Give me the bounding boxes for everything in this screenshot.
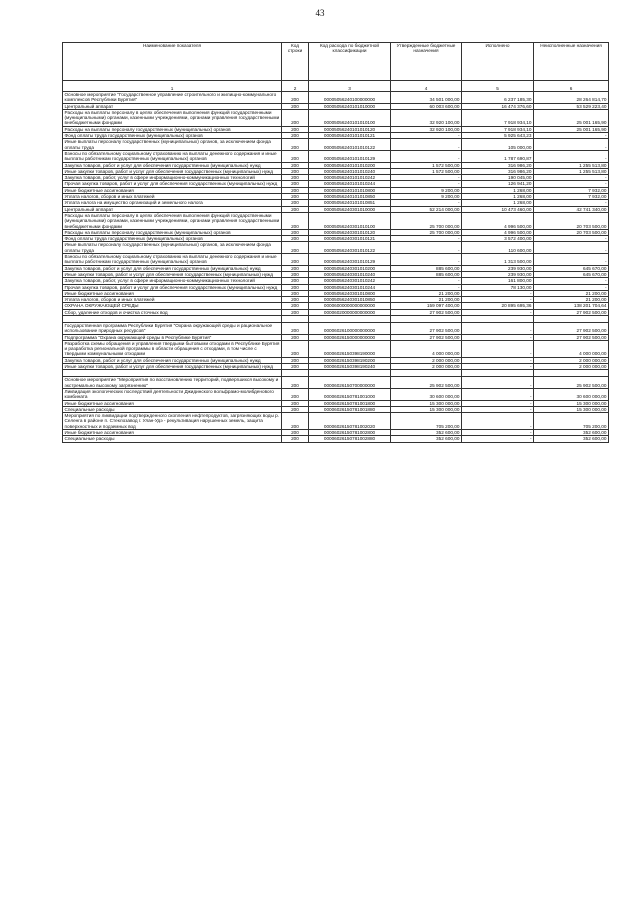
row-unexecuted: - xyxy=(534,254,609,266)
row-code: 200 xyxy=(282,150,309,162)
table-row xyxy=(63,388,609,400)
row-budget-code: 00005056240101010121 xyxy=(309,133,391,139)
row-name: Иные закупки товаров, работ и услуг для обеспечения государственных (муниципальных) нужд xyxy=(63,271,282,277)
row-executed: 1 313 500,00 xyxy=(462,254,534,266)
row-budget-code: 00005056240301010244 xyxy=(309,284,391,290)
row-approved: - xyxy=(391,236,462,242)
table-row xyxy=(63,271,609,277)
row-approved: - xyxy=(391,254,462,266)
row-unexecuted: 25 902 500,00 xyxy=(534,377,609,389)
row-name: Расходы на выплаты персоналу государственных (муниципальных) органов xyxy=(63,229,282,235)
row-code: 200 xyxy=(282,194,309,200)
row-approved: 159 097 400,00 xyxy=(391,303,462,309)
row-executed: 1 268,00 xyxy=(462,194,534,200)
row-unexecuted: 352 600,00 xyxy=(534,430,609,436)
row-executed: 1 268,00 xyxy=(462,200,534,206)
row-budget-code: 00005056240301010242 xyxy=(309,278,391,284)
spacer-cell xyxy=(462,315,534,322)
row-code: 200 xyxy=(282,236,309,242)
row-approved: 34 501 000,00 xyxy=(391,92,462,104)
row-unexecuted: 705 200,00 xyxy=(534,413,609,430)
row-approved: 885 600,00 xyxy=(391,271,462,277)
row-approved: 27 902 500,00 xyxy=(391,334,462,340)
row-approved: 21 200,00 xyxy=(391,297,462,303)
row-unexecuted: 2 000 000,00 xyxy=(534,364,609,370)
row-approved: - xyxy=(391,278,462,284)
row-unexecuted: 15 300 000,00 xyxy=(534,406,609,412)
row-unexecuted: 645 670,00 xyxy=(534,265,609,271)
table-row xyxy=(63,168,609,174)
row-code: 200 xyxy=(282,92,309,104)
table-row xyxy=(63,133,609,139)
row-name: Взносы по обязательному социальному страхованию на выплаты денежного содержания и иные выплаты работникам государственных (муниципальных) органов xyxy=(63,254,282,266)
row-code: 200 xyxy=(282,377,309,389)
row-executed: 316 986,20 xyxy=(462,162,534,168)
spacer-cell xyxy=(534,315,609,322)
row-budget-code: 00005056240101010851 xyxy=(309,200,391,206)
row-budget-code: 00006026150700000000 xyxy=(309,377,391,389)
row-name: Прочая закупка товаров, работ и услуг для обеспечения государственных (муниципальных) нужд xyxy=(63,284,282,290)
row-budget-code: 00005056240301010122 xyxy=(309,242,391,254)
table-row xyxy=(63,150,609,162)
table-row xyxy=(63,340,609,357)
row-unexecuted: 1 255 513,80 xyxy=(534,168,609,174)
row-approved: - xyxy=(391,175,462,181)
row-name: Иные выплаты персоналу государственных (муниципальных) органов, за исключением фонда оплаты труда xyxy=(63,139,282,151)
row-executed: - xyxy=(462,290,534,296)
row-approved: - xyxy=(391,200,462,206)
column-index: 1 xyxy=(63,81,282,92)
row-name: Иные бюджетные ассигнования xyxy=(63,400,282,406)
table-row xyxy=(63,126,609,132)
table-row xyxy=(63,254,609,266)
row-unexecuted: 27 902 500,00 xyxy=(534,334,609,340)
row-unexecuted: - xyxy=(534,236,609,242)
header-unexecuted-appropriations: Неисполненные назначения xyxy=(534,43,609,81)
row-name: ОХРАНА ОКРУЖАЮЩЕЙ СРЕДЫ xyxy=(63,303,282,309)
row-executed: 4 996 500,00 xyxy=(462,229,534,235)
row-approved: 2 000 000,00 xyxy=(391,364,462,370)
spacer-cell xyxy=(391,315,462,322)
row-approved: 60 003 600,00 xyxy=(391,103,462,109)
row-budget-code: 00005056240101010000 xyxy=(309,103,391,109)
column-index: 3 xyxy=(309,81,391,92)
row-budget-code: 00005056240301010240 xyxy=(309,271,391,277)
row-code: 200 xyxy=(282,413,309,430)
row-unexecuted: 25 001 165,90 xyxy=(534,126,609,132)
row-approved: 4 000 000,00 xyxy=(391,340,462,357)
row-executed: 190 045,00 xyxy=(462,175,534,181)
row-approved: 21 200,00 xyxy=(391,290,462,296)
row-executed: - xyxy=(462,388,534,400)
row-name: Взносы по обязательному социальному страхованию на выплаты денежного содержания и иные выплаты работникам государственных (муниципальных) органов xyxy=(63,150,282,162)
table-row xyxy=(63,413,609,430)
row-code: 200 xyxy=(282,290,309,296)
row-executed: 7 918 934,10 xyxy=(462,109,534,126)
row-unexecuted: - xyxy=(534,175,609,181)
row-code: 200 xyxy=(282,181,309,187)
row-executed: 239 930,00 xyxy=(462,271,534,277)
row-unexecuted: 42 741 340,00 xyxy=(534,206,609,212)
row-code: 200 xyxy=(282,187,309,193)
row-name: Иные бюджетные ассигнования xyxy=(63,430,282,436)
row-name: Фонд оплаты труда государственных (муниципальных) органов xyxy=(63,236,282,242)
row-budget-code: 00005056240301010800 xyxy=(309,290,391,296)
row-code: 200 xyxy=(282,139,309,151)
row-unexecuted: - xyxy=(534,133,609,139)
row-unexecuted: 27 902 500,00 xyxy=(534,309,609,315)
row-budget-code: 00005056240101010244 xyxy=(309,181,391,187)
row-code: 200 xyxy=(282,436,309,442)
spacer-cell xyxy=(282,370,309,377)
row-executed: - xyxy=(462,436,534,442)
row-code: 200 xyxy=(282,271,309,277)
row-approved: 27 902 500,00 xyxy=(391,309,462,315)
row-executed: 6 237 185,30 xyxy=(462,92,534,104)
spacer-cell xyxy=(63,315,282,322)
row-name: Уплата налогов, сборов и иных платежей xyxy=(63,297,282,303)
row-code: 200 xyxy=(282,254,309,266)
row-approved: 352 600,00 xyxy=(391,430,462,436)
row-approved: - xyxy=(391,150,462,162)
row-executed: 4 996 500,00 xyxy=(462,212,534,229)
row-unexecuted: 4 000 000,00 xyxy=(534,340,609,357)
row-approved: 1 572 500,00 xyxy=(391,168,462,174)
row-approved: 52 214 000,00 xyxy=(391,206,462,212)
table-row xyxy=(63,175,609,181)
row-approved: 27 902 500,00 xyxy=(391,322,462,334)
row-name: Иные бюджетные ассигнования xyxy=(63,187,282,193)
row-budget-code: 00005056240101010122 xyxy=(309,139,391,151)
row-code: 200 xyxy=(282,162,309,168)
row-code: 200 xyxy=(282,206,309,212)
row-name: Иные закупки товаров, работ и услуг для обеспечения государственных (муниципальных) нужд xyxy=(63,168,282,174)
row-unexecuted: 1 255 513,80 xyxy=(534,162,609,168)
row-code: 200 xyxy=(282,133,309,139)
row-code: 200 xyxy=(282,340,309,357)
header-approved-appropriations: Утвержденные бюджетные назначения xyxy=(391,43,462,81)
row-executed: 1 268,00 xyxy=(462,187,534,193)
row-unexecuted: 25 001 165,90 xyxy=(534,109,609,126)
row-budget-code: 00006026150781001880 xyxy=(309,406,391,412)
row-budget-code: 00006026150398190240 xyxy=(309,364,391,370)
row-budget-code: 00005056240101010129 xyxy=(309,150,391,162)
spacer-cell xyxy=(462,370,534,377)
row-budget-code: 00006000000000000000 xyxy=(309,303,391,309)
row-executed: - xyxy=(462,340,534,357)
row-budget-code: 00005056240100000000 xyxy=(309,92,391,104)
column-index: 5 xyxy=(462,81,534,92)
row-code: 200 xyxy=(282,278,309,284)
row-code: 200 xyxy=(282,400,309,406)
row-code: 200 xyxy=(282,242,309,254)
row-executed: 316 986,20 xyxy=(462,168,534,174)
row-budget-code: 00005056240101010800 xyxy=(309,187,391,193)
row-approved: 705 200,00 xyxy=(391,413,462,430)
row-name: Закупка товаров, работ, услуг в сфере информационно-коммуникационных технологий xyxy=(63,175,282,181)
row-approved: - xyxy=(391,133,462,139)
row-unexecuted: 21 200,00 xyxy=(534,290,609,296)
column-index: 2 xyxy=(282,81,309,92)
row-name: Расходы на выплаты персоналу в целях обеспечения выполнения функций государственными (муниципальными) органами, казенными учреждениями, органами управления государственными внебюджетными фондами xyxy=(63,109,282,126)
row-unexecuted: 20 703 500,00 xyxy=(534,212,609,229)
row-approved: 25 902 500,00 xyxy=(391,377,462,389)
row-name: Разработка схемы обращения и управления твердыми бытовыми отходами в Республике Бурятия и разработка региональной программы в области обращения с отходами, в том числе с твердыми коммунальными отходами xyxy=(63,340,282,357)
row-approved: 885 600,00 xyxy=(391,265,462,271)
row-executed: - xyxy=(462,430,534,436)
row-executed: 126 941,20 xyxy=(462,181,534,187)
page-number: 43 xyxy=(315,8,325,18)
table-row xyxy=(63,377,609,389)
row-approved: 32 920 100,00 xyxy=(391,126,462,132)
row-code: 200 xyxy=(282,229,309,235)
row-approved: 25 700 000,00 xyxy=(391,212,462,229)
row-executed: 5 925 643,23 xyxy=(462,133,534,139)
row-name: Закупка товаров, работ, услуг в сфере информационно-коммуникационных технологий xyxy=(63,278,282,284)
row-approved: 30 600 000,00 xyxy=(391,388,462,400)
row-approved: 32 920 100,00 xyxy=(391,109,462,126)
table-row xyxy=(63,212,609,229)
row-executed: - xyxy=(462,309,534,315)
row-name: Государственная программа Республики Бурятия "Охрана окружающей среды и рациональное использование природных ресурсов" xyxy=(63,322,282,334)
row-name: Ликвидация экологических последствий деятельности Джидинского вольфрамо-молибденового комбината xyxy=(63,388,282,400)
row-executed: - xyxy=(462,334,534,340)
row-name: Уплата налога на имущество организаций и земельного налога xyxy=(63,200,282,206)
row-budget-code: 00005056240101010240 xyxy=(309,168,391,174)
row-unexecuted: 20 703 500,00 xyxy=(534,229,609,235)
row-unexecuted: 28 264 814,70 xyxy=(534,92,609,104)
row-approved: - xyxy=(391,242,462,254)
row-unexecuted: 7 932,00 xyxy=(534,194,609,200)
row-budget-code: 00005056240101010850 xyxy=(309,194,391,200)
row-executed: 239 930,00 xyxy=(462,265,534,271)
row-code: 200 xyxy=(282,357,309,363)
row-executed: - xyxy=(462,297,534,303)
row-budget-code: 00006026150781002880 xyxy=(309,436,391,442)
row-unexecuted: - xyxy=(534,139,609,151)
row-budget-code: 00005056240101010100 xyxy=(309,109,391,126)
table-row xyxy=(63,162,609,168)
table-body xyxy=(63,92,609,443)
row-unexecuted: 645 670,00 xyxy=(534,271,609,277)
row-name: Уплата налогов, сборов и иных платежей xyxy=(63,194,282,200)
row-unexecuted: 138 201 704,64 xyxy=(534,303,609,309)
row-name: Специальные расходы xyxy=(63,436,282,442)
row-name: Иные закупки товаров, работ и услуг для обеспечения государственных (муниципальных) нужд xyxy=(63,364,282,370)
row-unexecuted: - xyxy=(534,278,609,284)
row-code: 200 xyxy=(282,265,309,271)
row-budget-code: 00005056240301010850 xyxy=(309,297,391,303)
row-approved: 1 572 500,00 xyxy=(391,162,462,168)
row-approved: - xyxy=(391,139,462,151)
row-budget-code: 00006026150781002020 xyxy=(309,413,391,430)
row-unexecuted: - xyxy=(534,181,609,187)
row-approved: 15 300 000,00 xyxy=(391,400,462,406)
row-executed: 16 474 376,60 xyxy=(462,103,534,109)
row-code: 200 xyxy=(282,388,309,400)
table-row xyxy=(63,109,609,126)
row-unexecuted: 30 600 000,00 xyxy=(534,388,609,400)
row-budget-code: 00006020000000000000 xyxy=(309,309,391,315)
header-executed: Исполнено xyxy=(462,43,534,81)
row-code: 200 xyxy=(282,168,309,174)
row-unexecuted: 27 902 500,00 xyxy=(534,322,609,334)
row-budget-code: 00005056240301010121 xyxy=(309,236,391,242)
table-row xyxy=(63,194,609,200)
row-budget-code: 00005056240101010120 xyxy=(309,126,391,132)
row-executed: 3 572 400,00 xyxy=(462,236,534,242)
row-unexecuted: 2 000 000,00 xyxy=(534,357,609,363)
spacer-cell xyxy=(282,315,309,322)
row-unexecuted: 352 600,00 xyxy=(534,436,609,442)
row-name: Закупка товаров, работ и услуг для обеспечения государственных (муниципальных) нужд xyxy=(63,162,282,168)
row-name: Основное мероприятие "Государственное управление строительного и жилищно-коммунального комплексов Республики Бурятия" xyxy=(63,92,282,104)
row-executed: - xyxy=(462,364,534,370)
row-approved: - xyxy=(391,284,462,290)
row-budget-code: 00005056240301010000 xyxy=(309,206,391,212)
row-budget-code: 00006026150781001000 xyxy=(309,388,391,400)
row-budget-code: 00005056240301010129 xyxy=(309,254,391,266)
row-name: Прочая закупка товаров, работ и услуг для обеспечения государственных (муниципальных) нужд xyxy=(63,181,282,187)
row-name: Расходы на выплаты персоналу в целях обеспечения выполнения функций государственными (муниципальными) органами, казенными учреждениями, органами управления государственными внебюджетными фондами xyxy=(63,212,282,229)
row-name: Основное мероприятие "Мероприятия по восстановлению территорий, подвергшихся высокому и экстремально высокому загрязнению" xyxy=(63,377,282,389)
row-unexecuted: 15 300 000,00 xyxy=(534,400,609,406)
header-row-code: Код строки xyxy=(282,43,309,81)
row-code: 200 xyxy=(282,200,309,206)
row-code: 200 xyxy=(282,297,309,303)
table-row xyxy=(63,322,609,334)
row-unexecuted: - xyxy=(534,242,609,254)
spacer-cell xyxy=(534,370,609,377)
spacer-cell xyxy=(63,370,282,377)
table-row xyxy=(63,436,609,442)
row-approved: 15 300 000,00 xyxy=(391,406,462,412)
row-name: Подпрограмма "Охрана окружающей среды в Республике Бурятия" xyxy=(63,334,282,340)
table-row xyxy=(63,284,609,290)
row-approved: 25 700 000,00 xyxy=(391,229,462,235)
row-approved: 352 600,00 xyxy=(391,436,462,442)
row-name: Иные выплаты персоналу государственных (муниципальных) органов, за исключением фонда оплаты труда xyxy=(63,242,282,254)
spacer-cell xyxy=(309,370,391,377)
row-executed: - xyxy=(462,322,534,334)
row-executed: 78 130,00 xyxy=(462,284,534,290)
row-executed: 110 600,00 xyxy=(462,242,534,254)
row-code: 200 xyxy=(282,406,309,412)
table-row xyxy=(63,242,609,254)
row-approved: 9 200,00 xyxy=(391,187,462,193)
row-code: 200 xyxy=(282,303,309,309)
row-code: 200 xyxy=(282,430,309,436)
table-row xyxy=(63,265,609,271)
row-unexecuted: - xyxy=(534,200,609,206)
row-budget-code: 00005056240301010120 xyxy=(309,229,391,235)
row-executed: - xyxy=(462,400,534,406)
row-name: Сбор, удаление отходов и очистка сточных вод xyxy=(63,309,282,315)
row-executed: - xyxy=(462,377,534,389)
row-budget-code: 00005056240101010242 xyxy=(309,175,391,181)
column-index: 4 xyxy=(391,81,462,92)
row-approved: - xyxy=(391,181,462,187)
table-header xyxy=(63,43,609,92)
row-code: 200 xyxy=(282,322,309,334)
row-code: 200 xyxy=(282,103,309,109)
row-unexecuted: 21 200,00 xyxy=(534,297,609,303)
row-code: 200 xyxy=(282,109,309,126)
row-budget-code: 00005056240301010100 xyxy=(309,212,391,229)
table-row xyxy=(63,229,609,235)
row-unexecuted: - xyxy=(534,284,609,290)
row-name: Центральный аппарат xyxy=(63,103,282,109)
row-executed: - xyxy=(462,413,534,430)
row-name: Иные бюджетные ассигнования xyxy=(63,290,282,296)
row-executed: 105 000,00 xyxy=(462,139,534,151)
row-code: 200 xyxy=(282,126,309,132)
row-unexecuted: 7 932,00 xyxy=(534,187,609,193)
row-unexecuted: 53 529 223,40 xyxy=(534,103,609,109)
row-budget-code: 00006026150398190000 xyxy=(309,340,391,357)
row-approved: 9 200,00 xyxy=(391,194,462,200)
table-row xyxy=(63,139,609,151)
row-budget-code: 00006026150000000000 xyxy=(309,334,391,340)
spacer-row xyxy=(63,370,609,377)
row-code: 200 xyxy=(282,212,309,229)
row-budget-code: 00006026150781002800 xyxy=(309,430,391,436)
row-name: Закупка товаров, работ и услуг для обеспечения государственных (муниципальных) нужд xyxy=(63,265,282,271)
spacer-cell xyxy=(391,370,462,377)
row-budget-code: 00006026150398190200 xyxy=(309,357,391,363)
table-row xyxy=(63,92,609,104)
table-row xyxy=(63,181,609,187)
row-code: 200 xyxy=(282,309,309,315)
row-code: 200 xyxy=(282,284,309,290)
spacer-cell xyxy=(309,315,391,322)
row-executed: 1 787 690,87 xyxy=(462,150,534,162)
row-code: 200 xyxy=(282,364,309,370)
table-row xyxy=(63,278,609,284)
table-row xyxy=(63,200,609,206)
row-budget-code: 00005056240101010200 xyxy=(309,162,391,168)
row-name: Специальные расходы xyxy=(63,406,282,412)
row-name: Центральный аппарат xyxy=(63,206,282,212)
row-executed: - xyxy=(462,357,534,363)
row-executed: 7 918 934,10 xyxy=(462,126,534,132)
row-budget-code: 00006026100000000000 xyxy=(309,322,391,334)
row-name: Мероприятия по ликвидации подтвержденного скопления нефтепродуктов, загрязняющих воды р. Селенга в районе п. Стеклозавод г. Улан-Удэ - рекультивация нарушенных земель, защита поверхностных и подземных вод xyxy=(63,413,282,430)
column-index: 6 xyxy=(534,81,609,92)
row-executed: 161 800,00 xyxy=(462,278,534,284)
row-name: Расходы на выплаты персоналу государственных (муниципальных) органов xyxy=(63,126,282,132)
row-executed: 10 473 460,00 xyxy=(462,206,534,212)
row-name: Закупка товаров, работ и услуг для обеспечения государственных (муниципальных) нужд xyxy=(63,357,282,363)
budget-execution-table xyxy=(62,42,609,443)
header-indicator-name: Наименование показателя xyxy=(63,43,282,81)
row-executed: 20 895 695,36 xyxy=(462,303,534,309)
row-code: 200 xyxy=(282,334,309,340)
row-budget-code: 00005056240301010200 xyxy=(309,265,391,271)
row-unexecuted: - xyxy=(534,150,609,162)
row-budget-code: 00006026150781001800 xyxy=(309,400,391,406)
spacer-row xyxy=(63,315,609,322)
column-index-row xyxy=(63,81,609,92)
row-executed: - xyxy=(462,406,534,412)
row-approved: 2 000 000,00 xyxy=(391,357,462,363)
header-budget-classification-code: Код расхода по бюджетной классификации xyxy=(309,43,391,81)
row-name: Фонд оплаты труда государственных (муниципальных) органов xyxy=(63,133,282,139)
row-code: 200 xyxy=(282,175,309,181)
table-row xyxy=(63,236,609,242)
